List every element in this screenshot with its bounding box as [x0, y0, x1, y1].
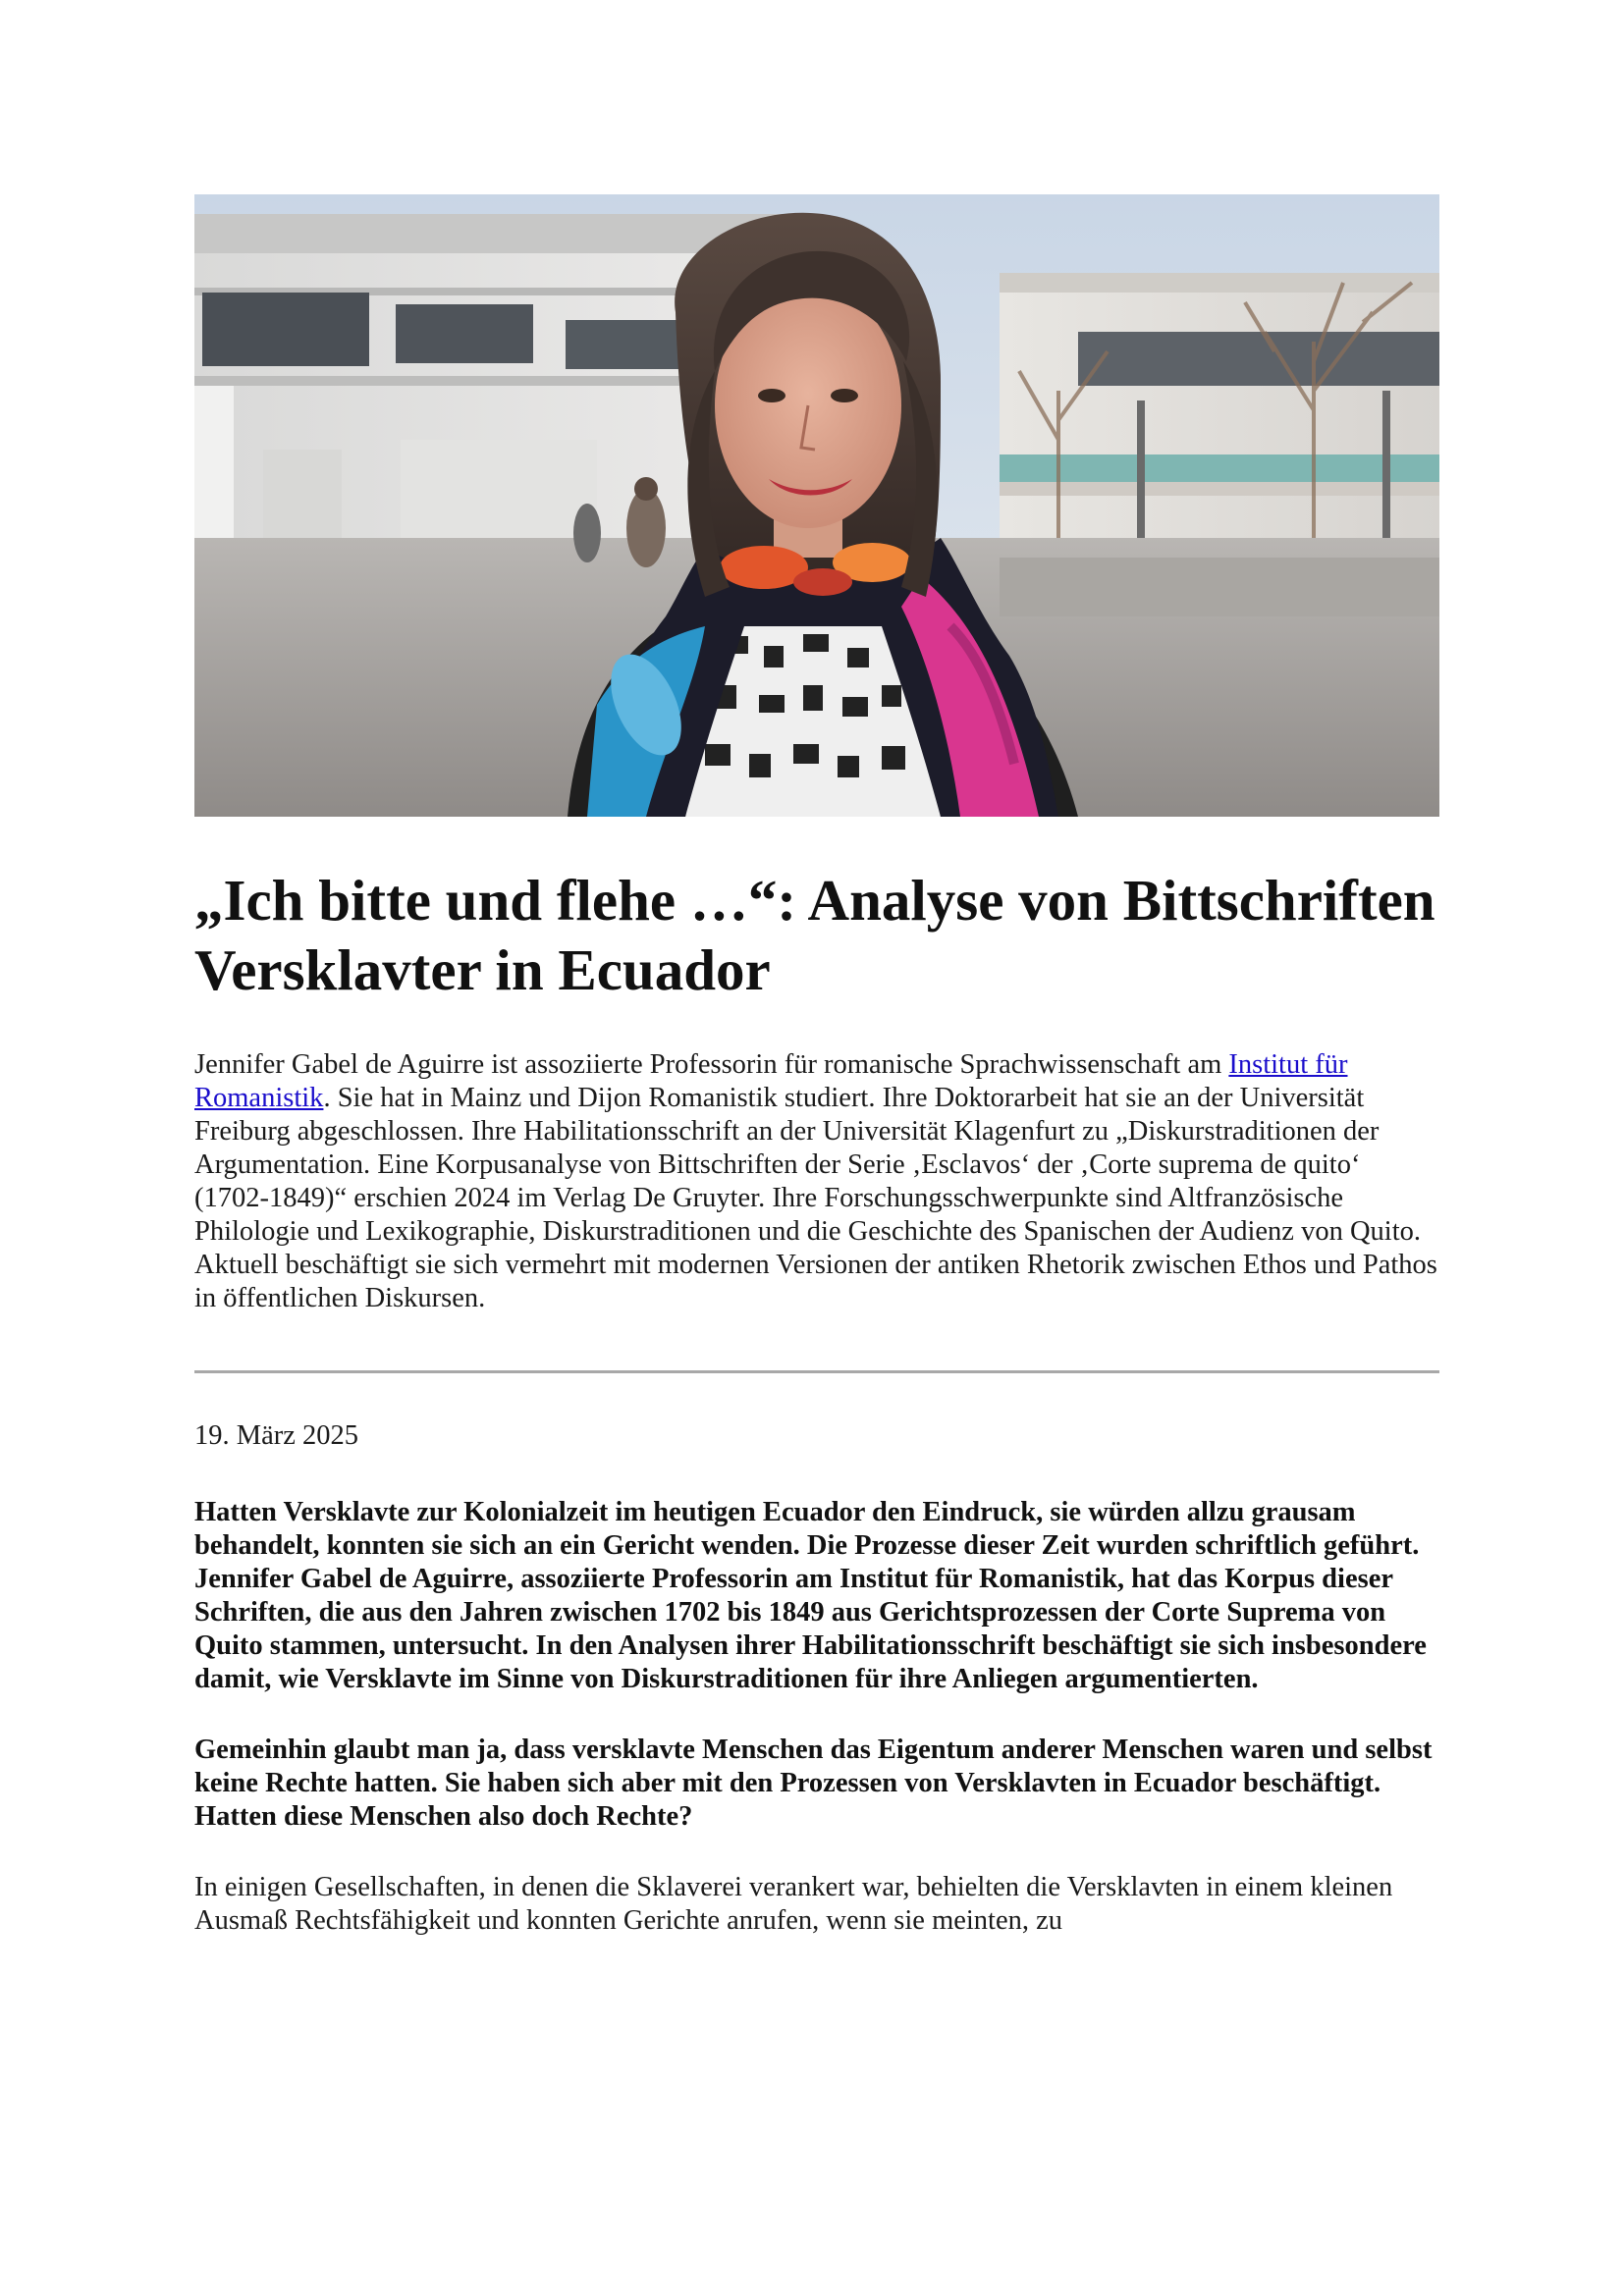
interview-question: Gemeinhin glaubt man ja, dass versklavte Menschen das Eigentum anderer Menschen waren und selbst keine Rechte hatten. Sie haben sich aber mit den Prozessen von Versklavten in Ecuador beschäftigt. Hatten diese Menschen also doch Rechte?	[194, 1735, 1433, 1832]
article-title: „Ich bitte und flehe …“: Analyse von Bittschriften Versklavter in Ecuador	[194, 868, 1435, 1002]
article-page	[194, 194, 1439, 1938]
interview-answer: In einigen Gesellschaften, in denen die Sklaverei verankert war, behielten die Versklavten in einem kleinen Ausmaß Rechtsfähigkeit und konnten Gerichte anrufen, wenn sie meinten, zu	[194, 1872, 1393, 1936]
publish-date: 19. März 2025	[194, 1420, 359, 1451]
portrait-image	[194, 194, 1439, 817]
article-lead: Hatten Versklavte zur Kolonialzeit im heutigen Ecuador den Eindruck, sie würden allzu grausam behandelt, konnten sie sich an ein Gericht wenden. Die Prozesse dieser Zeit wurden schriftlich geführt. Jennifer Gabel de Aguirre, assoziierte Professorin am Institut für Romanistik, hat das Korpus dieser Schriften, die aus den Jahren zwischen 1702 bis 1849 aus Gerichtsprozessen der Corte Suprema von Quito stammen, untersucht. In den Analysen ihrer Habilitationsschrift beschäftigt sie sich insbesondere damit, wie Versklavte im Sinne von Diskurstraditionen für ihre Anliegen argumentierten.	[194, 1497, 1427, 1694]
institute-link[interactable]: Institut für Romanistik	[194, 1049, 1348, 1113]
hero-photo	[194, 194, 1439, 817]
section-divider	[194, 1370, 1439, 1373]
bio-text-end: . Sie hat in Mainz und Dijon Romanistik studiert. Ihre Doktorarbeit hat sie an der Universität Freiburg abgeschlossen. Ihre Habilitationsschrift an der Universität Klagenfurt zu „Diskurstraditionen der Argumentation. Eine Korpusanalyse von Bittschriften der Serie ‚Esclavos‘ der ‚Corte suprema de quito‘ (1702-1849)“ erschien 2024 im Verlag De Gruyter. Ihre Forschungsschwerpunkte sind Altfranzösische Philologie und Lexikographie, Diskurstraditionen und die Geschichte des Spanischen der Audienz von Quito. Aktuell beschäftigt sie sich vermehrt mit modernen Versionen der antiken Rhetorik zwischen Ethos und Pathos in öffentlichen Diskursen.	[194, 1083, 1437, 1313]
bio-text-start: Jennifer Gabel de Aguirre ist assoziierte Professorin für romanische Sprachwissenschaft am	[194, 1049, 1229, 1080]
author-bio	[194, 1048, 1439, 1315]
